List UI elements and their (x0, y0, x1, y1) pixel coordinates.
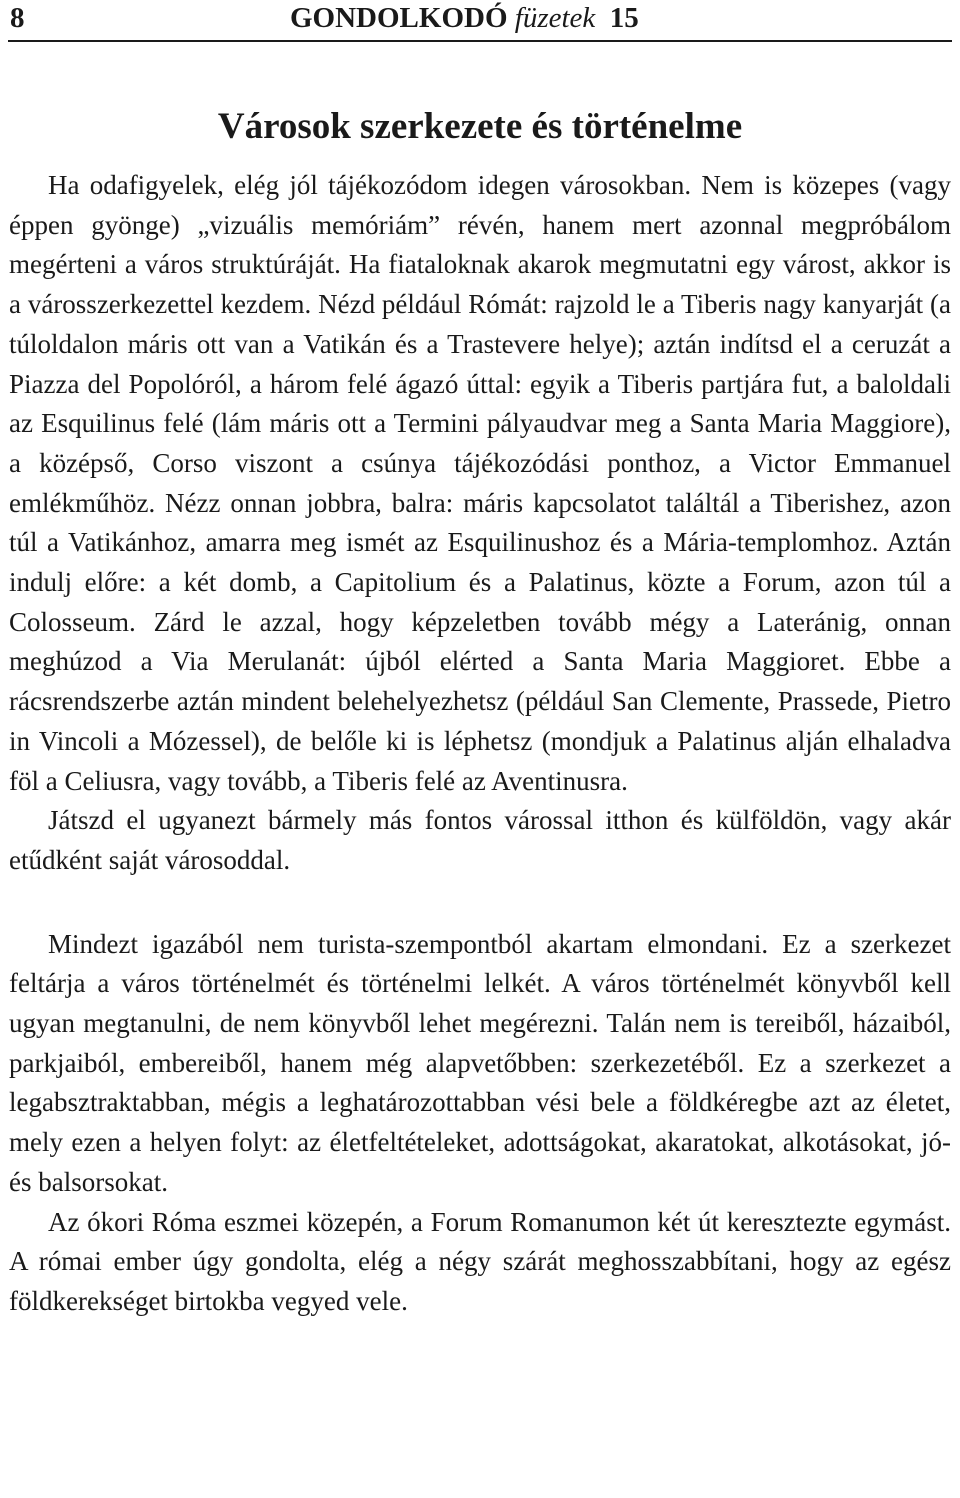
series-title (290, 2, 639, 35)
series-name: GONDOLKODÓ (290, 2, 508, 34)
article-body (9, 166, 951, 1322)
paragraph-4: Az ókori Róma eszmei közepén, a Forum Romanumon két út keresztezte egymást. A római ember úgy gondolta, elég a négy szárát meghosszabbítani, hogy az egész földkerekséget birtokba vegyed vele. (9, 1206, 951, 1316)
paragraph-3: Mindezt igazából nem turista-szempontból akartam elmondani. Ez a szerkezet feltárja a város történelmét és történelmi lelkét. A város történelmét könyvből kell ugyan megtanulni, de nem könyvből lehet megérezni. Talán nem is tereiből, házaiból, parkjaiból, embereiből, hanem még alapvetőbben: szerkezetéből. Ez a szerkezet a legabsztraktabban, mégis a leghatározottabban vési bele a földkéregbe azt az életet, mely ezen a helyen folyt: az életfeltételeket, adottságokat, akaratokat, alkotásokat, jó- és balsorsokat. (9, 928, 951, 1197)
paragraph-1: Ha odafigyelek, elég jól tájékozódom idegen városokban. Nem is közepes (vagy éppen gyönge) „vizuális memóriám” révén, hanem mert azonnal megpróbálom megérteni a város struktúráját. Ha fiataloknak akarok megmutatni egy várost, akkor is a városszerkezettel kezdem. Nézd például Rómát: rajzold le a Tiberis nagy kanyarját (a túloldalon máris ott van a Vatikán és a Trastevere helye); aztán indítsd el a ceruzát a Piazza del Popolóról, a három felé ágazó úttal: egyik a Tiberis partjára fut, a baloldali az Esquilinus felé (lám máris ott a Termini pályaudvar meg a Santa Maria Maggiore), a középső, Corso viszont a csúnya tájékozódási ponthoz, a Victor Emmanuel emlékműhöz. Nézz onnan jobbra, balra: máris kapcsolatot találtál a Tiberishez, azon túl a Vatikánhoz, amarra meg ismét az Esquilinushoz és a Mária-templomhoz. Aztán indulj előre: a két domb, a Capitolium és a Palatinus, közte a Forum, azon túl a Colosseum. Zárd le azzal, hogy képzeletben tovább mégy a Lateránig, onnan meghúzod a Via Merulanát: újból elérted a Santa Maria Maggioret. Ebbe a rácsrendszerbe aztán mindent belehelyezhetsz (például San Clemente, Prassede, Pietro in Vincoli a Mózessel), de belőle ki is léphetsz (mondjuk a Palatinus alján elhaladva föl a Celiusra, vagy tovább, a Tiberis felé az Aventinusra. (9, 170, 951, 796)
page-number: 8 (10, 2, 25, 34)
running-header (8, 0, 952, 42)
article-title: Városok szerkezete és történelme (217, 105, 743, 147)
issue-number: 15 (609, 2, 639, 34)
paragraph-2: Játszd el ugyanezt bármely más fontos várossal itthon és külföldön, vagy akár etűdként saját városoddal. (9, 805, 951, 875)
series-subtitle: füzetek (514, 2, 596, 34)
